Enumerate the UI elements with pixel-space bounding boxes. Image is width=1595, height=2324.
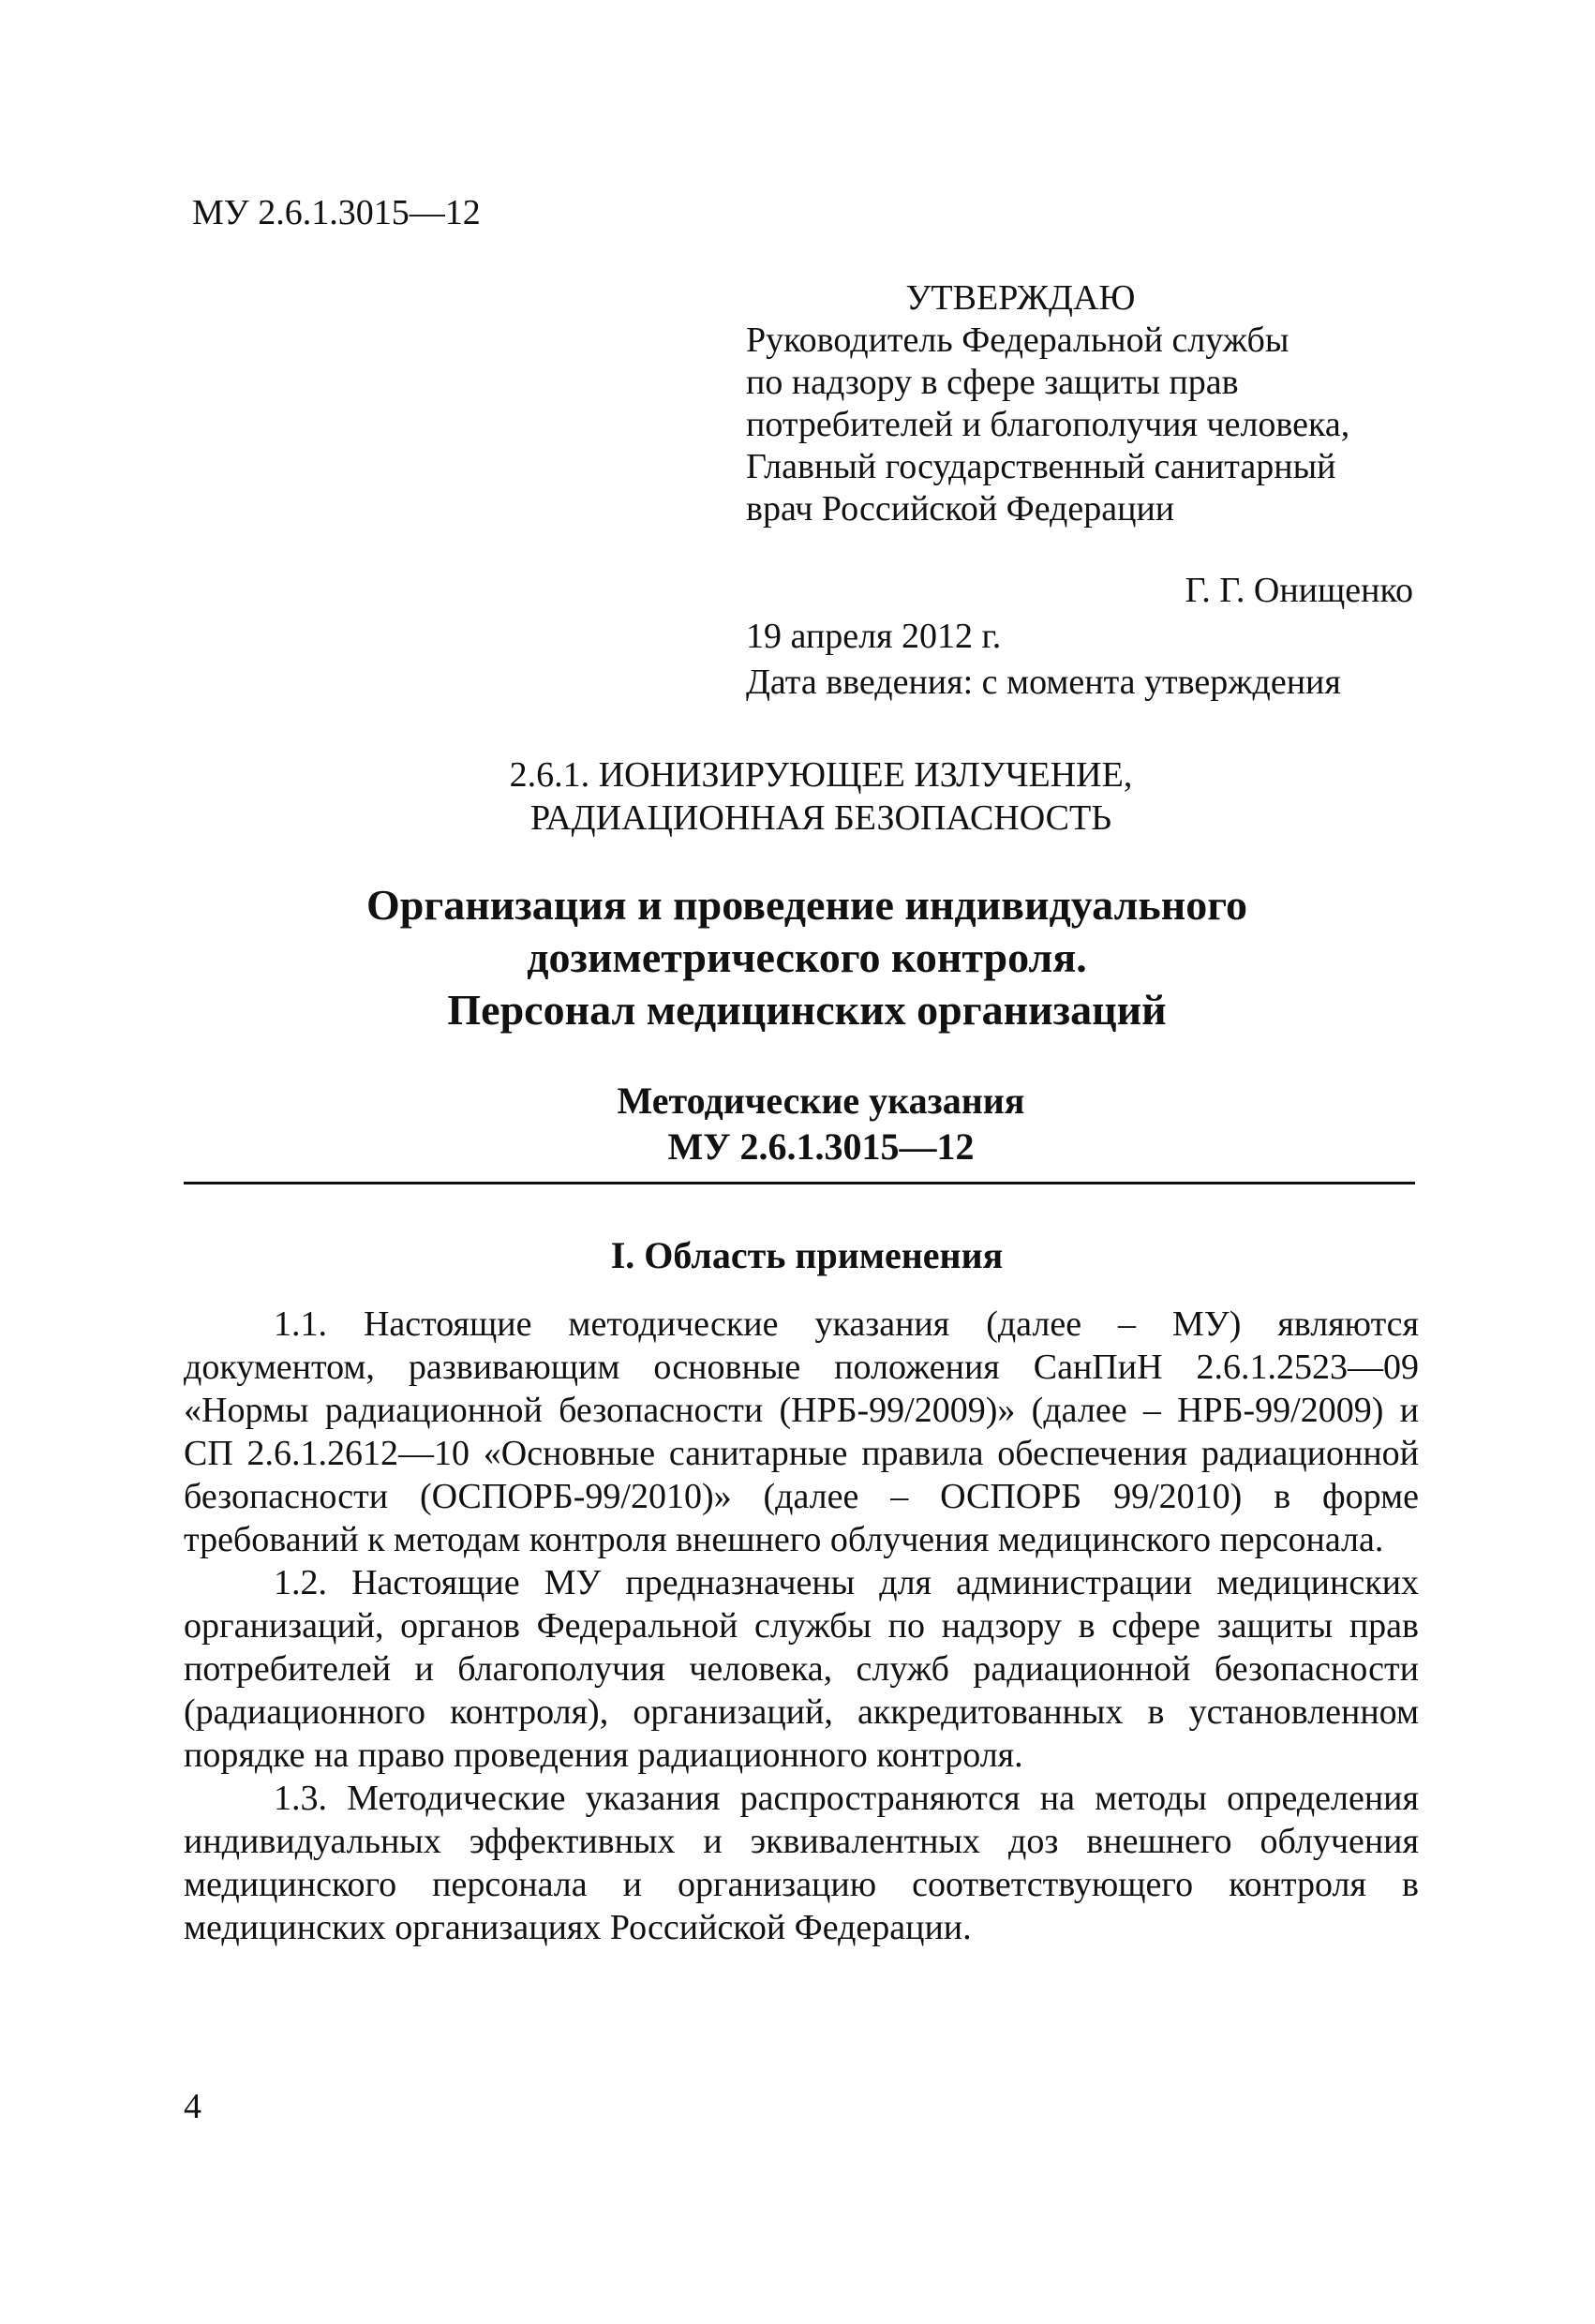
approval-block: [746, 277, 1421, 704]
paragraph: 1.3. Методические указания распространяются на методы определения индивидуальных эффективных и эквивалентных доз внешнего облучения медицинского персонала и организацию соответствующего контроля в медицинских организациях Российской Федерации.: [184, 1779, 1419, 1947]
document-kind-code: МУ 2.6.1.3015—12: [667, 1125, 975, 1168]
section-heading-line: РАДИАЦИОННАЯ БЕЗОПАСНОСТЬ: [529, 798, 1112, 838]
document-title-line: Персонал медицинских организаций: [447, 986, 1167, 1034]
paragraph: 1.1. Настоящие методические указания (далее – МУ) являются документом, развивающим основные положения СанПиН 2.6.1.2523—09 «Нормы радиационной безопасности (НРБ-99/2009)» (далее – НРБ-99/2009) и СП 2.6.1.2612—10 «Основные санитарные правила обеспечения радиационной безопасности (ОСПОРБ-99/2010)» (далее – ОСПОРБ 99/2010) в форме требований к методам контроля внешнего облучения медицинского персонала.: [184, 1304, 1419, 1559]
chapter-title: I. Область применения: [610, 1234, 1004, 1276]
section-heading: [0, 753, 1595, 840]
approval-date: 19 апреля 2012 г.: [746, 617, 1002, 656]
paragraph: 1.2. Настоящие МУ предназначены для администрации медицинских организаций, органов Федеральной службы по надзору в сфере защиты прав потребителей и благополучия человека, служб радиационной безопасности (радиационного контроля), организаций, аккредитованных в установленном порядке на право проведения радиационного контроля.: [184, 1563, 1419, 1775]
approver-position-line: Главный государственный санитарный: [746, 447, 1336, 486]
document-title-line: дозиметрического контроля.: [527, 933, 1087, 981]
approver-position-line: Руководитель Федеральной службы: [746, 320, 1289, 360]
approver-position-line: врач Российской Федерации: [746, 489, 1175, 529]
section-heading-line: 2.6.1. ИОНИЗИРУЮЩЕЕ ИЗЛУЧЕНИЕ,: [509, 755, 1133, 795]
approve-word: УТВЕРЖДАЮ: [905, 278, 1136, 318]
document-title: [0, 879, 1595, 1036]
horizontal-rule: [184, 1182, 1415, 1184]
approver-position-line: потребителей и благополучия человека,: [746, 405, 1350, 444]
body-text: [184, 1303, 1419, 1949]
document-kind-line: Методические указания: [617, 1080, 1025, 1122]
page-number: 4: [184, 2087, 201, 2126]
document-code: МУ 2.6.1.3015—12: [192, 193, 481, 232]
signer-name: Г. Г. Онищенко: [1185, 571, 1413, 610]
document-title-line: Организация и проведение индивидуального: [366, 881, 1247, 929]
effective-date: Дата введения: с момента утверждения: [746, 663, 1341, 702]
document-kind: [0, 1078, 1595, 1169]
approver-position-line: по надзору в сфере защиты прав: [746, 363, 1239, 402]
